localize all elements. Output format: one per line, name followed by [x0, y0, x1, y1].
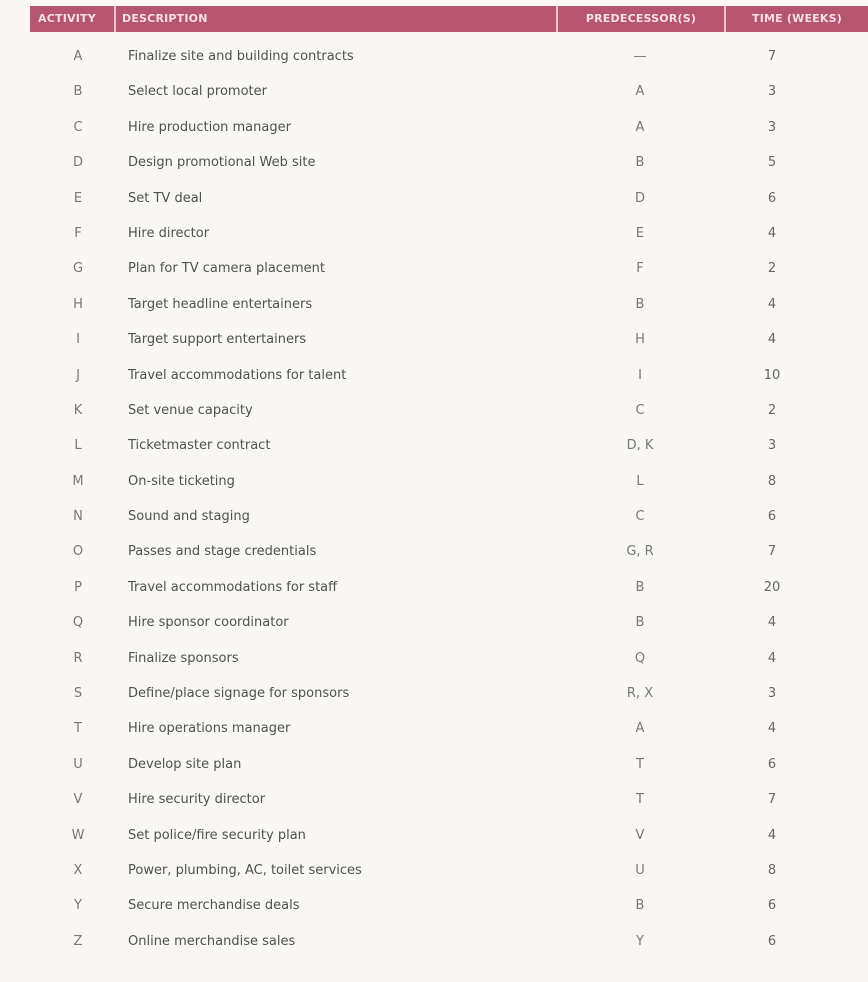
time-cell: 7: [767, 544, 777, 560]
table-row: [30, 860, 868, 895]
activity-cell: U: [73, 756, 83, 772]
time-cell: 3: [767, 438, 777, 454]
activity-cell: F: [74, 225, 82, 241]
activity-cell: Z: [73, 933, 83, 949]
activity-cell: S: [73, 686, 83, 702]
time-cell: 7: [767, 49, 777, 64]
description-cell: Set venue capacity: [128, 402, 253, 418]
description-cell: Online merchandise sales: [128, 933, 296, 949]
description-cell: Develop site plan: [128, 756, 242, 772]
predecessors-cell: B: [635, 296, 645, 312]
predecessors-cell: Y: [636, 933, 644, 949]
header-predecessors: PREDECESSOR(S): [558, 6, 726, 32]
predecessors-cell: F: [636, 261, 644, 277]
activity-cell: L: [74, 438, 82, 454]
table-row: [30, 81, 868, 116]
table-row: [30, 46, 868, 81]
table-row: [30, 754, 868, 789]
predecessors-cell: R, X: [626, 686, 654, 702]
activity-cell: T: [74, 721, 82, 737]
predecessors-cell: A: [635, 721, 645, 737]
activity-cell: I: [76, 332, 80, 348]
description-cell: Set police/fire security plan: [128, 827, 306, 843]
activity-cell: K: [73, 402, 83, 418]
predecessors-cell: L: [636, 473, 644, 489]
predecessors-cell: A: [635, 84, 645, 100]
table-row: [30, 506, 868, 541]
predecessors-cell: B: [635, 898, 645, 914]
time-cell: 5: [767, 155, 777, 171]
description-cell: Finalize site and building contracts: [128, 49, 354, 64]
time-cell: 8: [767, 473, 777, 489]
table-row: [30, 117, 868, 152]
activity-cell: E: [73, 190, 83, 206]
activity-cell: Q: [72, 615, 84, 631]
header-activity: ACTIVITY: [30, 6, 116, 32]
table-row: [30, 895, 868, 930]
activity-cell: M: [72, 473, 84, 489]
table-row: [30, 329, 868, 364]
table-row: [30, 152, 868, 187]
description-cell: Travel accommodations for talent: [128, 367, 347, 383]
activity-cell: D: [72, 155, 83, 171]
description-cell: Power, plumbing, AC, toilet services: [128, 862, 362, 878]
activity-cell: Y: [74, 898, 82, 914]
activity-cell: J: [76, 367, 80, 383]
predecessors-cell: T: [636, 792, 644, 808]
predecessors-cell: V: [635, 827, 645, 843]
table-row: [30, 577, 868, 612]
table-row: [30, 258, 868, 293]
table-row: [30, 718, 868, 753]
activity-cell: B: [73, 84, 83, 100]
description-cell: Hire production manager: [128, 119, 291, 135]
header-time: TIME (WEEKS): [752, 12, 842, 25]
predecessors-cell: I: [638, 367, 642, 383]
predecessors-cell: E: [635, 225, 645, 241]
time-cell: 10: [763, 367, 781, 383]
time-cell: 4: [767, 615, 777, 631]
description-cell: Ticketmaster contract: [128, 438, 271, 454]
activity-cell: P: [74, 579, 82, 595]
predecessors-cell: D, K: [626, 438, 654, 454]
table-row: [30, 188, 868, 223]
activity-cell: X: [73, 862, 83, 878]
predecessors-cell: B: [635, 155, 645, 171]
description-cell: Secure merchandise deals: [128, 898, 300, 914]
time-cell: 4: [767, 721, 777, 737]
predecessors-cell: Q: [634, 650, 646, 666]
time-cell: 6: [767, 190, 777, 206]
predecessors-cell: —: [633, 49, 647, 64]
description-cell: Travel accommodations for staff: [128, 579, 338, 595]
time-cell: 6: [767, 509, 777, 525]
description-cell: Hire operations manager: [128, 721, 291, 737]
activity-cell: R: [73, 650, 83, 666]
description-cell: Hire security director: [128, 792, 266, 808]
table-row: [30, 400, 868, 435]
activity-cell: A: [73, 49, 83, 64]
table-body: [30, 46, 868, 966]
predecessors-cell: C: [635, 402, 645, 418]
time-cell: 2: [767, 261, 777, 277]
activity-cell: O: [72, 544, 84, 560]
time-cell: 6: [767, 933, 777, 949]
predecessors-cell: C: [635, 509, 645, 525]
description-cell: Hire sponsor coordinator: [128, 615, 289, 631]
predecessors-cell: T: [636, 756, 644, 772]
time-cell: 6: [767, 898, 777, 914]
time-cell: 7: [767, 792, 777, 808]
predecessors-cell: H: [635, 332, 645, 348]
description-cell: Sound and staging: [128, 509, 250, 525]
time-cell: 4: [767, 827, 777, 843]
time-cell: 3: [767, 84, 777, 100]
time-cell: 20: [763, 579, 781, 595]
activity-cell: C: [73, 119, 83, 135]
time-cell: 3: [767, 686, 777, 702]
activity-cell: W: [71, 827, 85, 843]
table-row: [30, 294, 868, 329]
table-row: [30, 612, 868, 647]
table-row: [30, 365, 868, 400]
activity-cell: G: [72, 261, 84, 277]
time-cell: 4: [767, 225, 777, 241]
description-cell: Set TV deal: [128, 190, 203, 206]
activity-cell: N: [73, 509, 83, 525]
predecessors-cell: A: [635, 119, 645, 135]
description-cell: Define/place signage for sponsors: [128, 686, 350, 702]
time-cell: 8: [767, 862, 777, 878]
predecessors-cell: B: [635, 615, 645, 631]
description-cell: Select local promoter: [128, 84, 267, 100]
table-row: [30, 471, 868, 506]
activity-cell: V: [73, 792, 83, 808]
table-row: [30, 683, 868, 718]
table-header: [30, 6, 868, 32]
table-row: [30, 825, 868, 860]
table-row: [30, 648, 868, 683]
predecessors-cell: G, R: [626, 544, 654, 560]
description-cell: Target headline entertainers: [128, 296, 313, 312]
description-cell: Design promotional Web site: [128, 155, 316, 171]
time-cell: 3: [767, 119, 777, 135]
description-cell: Passes and stage credentials: [128, 544, 317, 560]
predecessors-cell: B: [635, 579, 645, 595]
description-cell: Hire director: [128, 225, 210, 241]
table-row: [30, 541, 868, 576]
time-cell: 2: [767, 402, 777, 418]
table-row: [30, 789, 868, 824]
time-cell: 6: [767, 756, 777, 772]
activity-cell: H: [73, 296, 83, 312]
time-cell: 4: [767, 296, 777, 312]
predecessors-cell: U: [635, 862, 645, 878]
table-row: [30, 223, 868, 258]
description-cell: On-site ticketing: [128, 473, 235, 489]
description-cell: Target support entertainers: [128, 332, 307, 348]
predecessors-cell: D: [634, 190, 645, 206]
table-row: [30, 435, 868, 470]
time-cell: 4: [767, 332, 777, 348]
time-cell: 4: [767, 650, 777, 666]
header-description: DESCRIPTION: [116, 6, 558, 32]
description-cell: Plan for TV camera placement: [128, 261, 325, 277]
table-row: [30, 931, 868, 966]
description-cell: Finalize sponsors: [128, 650, 239, 666]
